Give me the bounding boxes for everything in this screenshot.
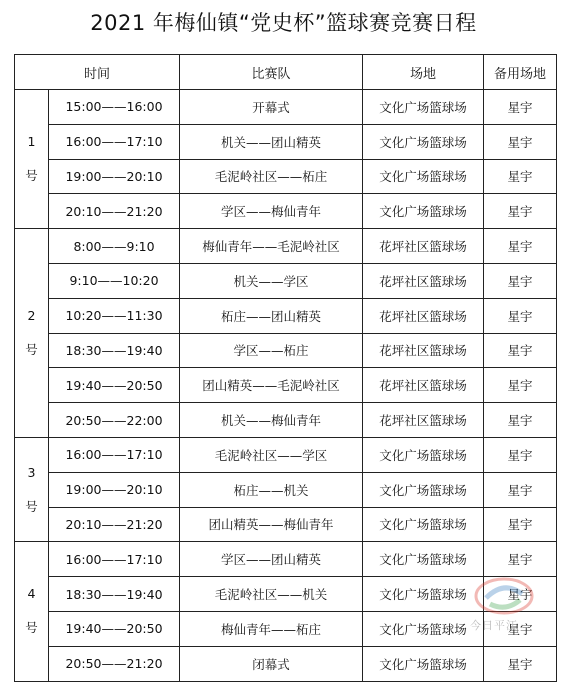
day-unit: 号 <box>25 498 38 514</box>
header-backup: 备用场地 <box>484 55 557 90</box>
time-cell: 20:10——21:20 <box>49 194 180 229</box>
table-row <box>15 159 557 194</box>
table-row <box>15 437 557 472</box>
venue-cell: 文化广场篮球场 <box>363 577 484 612</box>
venue-cell: 花坪社区篮球场 <box>363 229 484 264</box>
venue-cell: 花坪社区篮球场 <box>363 333 484 368</box>
time-cell: 18:30——19:40 <box>49 577 180 612</box>
table-row <box>15 229 557 264</box>
day-number: 2 <box>27 308 36 324</box>
day-cell <box>15 542 49 681</box>
teams-cell: 毛泥岭社区——机关 <box>180 577 363 612</box>
time-cell: 19:40——20:50 <box>49 368 180 403</box>
backup-venue-cell: 星宇 <box>484 577 557 612</box>
time-cell: 19:40——20:50 <box>49 611 180 646</box>
time-cell: 19:00——20:10 <box>49 159 180 194</box>
table-row <box>15 472 557 507</box>
page-title: 2021 年梅仙镇“党史杯”篮球赛竞赛日程 <box>90 11 477 35</box>
teams-cell: 机关——学区 <box>180 263 363 298</box>
backup-venue-cell: 星宇 <box>484 124 557 159</box>
time-cell: 10:20——11:30 <box>49 298 180 333</box>
venue-cell: 花坪社区篮球场 <box>363 368 484 403</box>
teams-cell: 毛泥岭社区——柘庄 <box>180 159 363 194</box>
backup-venue-cell: 星宇 <box>484 611 557 646</box>
venue-cell: 文化广场篮球场 <box>363 90 484 125</box>
backup-venue-cell: 星宇 <box>484 159 557 194</box>
teams-cell: 柘庄——机关 <box>180 472 363 507</box>
day-unit: 号 <box>25 168 38 184</box>
time-cell: 15:00——16:00 <box>49 90 180 125</box>
teams-cell: 学区——梅仙青年 <box>180 194 363 229</box>
table-row <box>15 542 557 577</box>
day-number: 1 <box>27 134 36 150</box>
teams-cell: 闭幕式 <box>180 646 363 681</box>
teams-cell: 机关——团山精英 <box>180 124 363 159</box>
table-row <box>15 90 557 125</box>
watermark-text: 今日平江 <box>470 619 518 632</box>
teams-cell: 学区——柘庄 <box>180 333 363 368</box>
venue-cell: 文化广场篮球场 <box>363 611 484 646</box>
table-row <box>15 298 557 333</box>
table-row <box>15 333 557 368</box>
day-cell <box>15 90 49 229</box>
time-cell: 16:00——17:10 <box>49 542 180 577</box>
time-cell: 8:00——9:10 <box>49 229 180 264</box>
table-row <box>15 368 557 403</box>
venue-cell: 文化广场篮球场 <box>363 124 484 159</box>
backup-venue-cell: 星宇 <box>484 263 557 298</box>
time-cell: 20:10——21:20 <box>49 507 180 542</box>
time-cell: 16:00——17:10 <box>49 437 180 472</box>
backup-venue-cell: 星宇 <box>484 437 557 472</box>
header-venue: 场地 <box>363 55 484 90</box>
day-unit: 号 <box>25 620 38 636</box>
time-cell: 20:50——21:20 <box>49 646 180 681</box>
table-row <box>15 263 557 298</box>
venue-cell: 文化广场篮球场 <box>363 472 484 507</box>
teams-cell: 团山精英——毛泥岭社区 <box>180 368 363 403</box>
teams-cell: 学区——团山精英 <box>180 542 363 577</box>
teams-cell: 机关——梅仙青年 <box>180 403 363 438</box>
time-cell: 16:00——17:10 <box>49 124 180 159</box>
venue-cell: 花坪社区篮球场 <box>363 298 484 333</box>
backup-venue-cell: 星宇 <box>484 298 557 333</box>
teams-cell: 梅仙青年——柘庄 <box>180 611 363 646</box>
teams-cell: 梅仙青年——毛泥岭社区 <box>180 229 363 264</box>
day-cell <box>15 229 49 438</box>
backup-venue-cell: 星宇 <box>484 90 557 125</box>
venue-cell: 文化广场篮球场 <box>363 159 484 194</box>
venue-cell: 文化广场篮球场 <box>363 646 484 681</box>
venue-cell: 文化广场篮球场 <box>363 437 484 472</box>
time-cell: 18:30——19:40 <box>49 333 180 368</box>
table-row <box>15 507 557 542</box>
backup-venue-cell: 星宇 <box>484 194 557 229</box>
day-unit: 号 <box>25 342 38 358</box>
backup-venue-cell: 星宇 <box>484 542 557 577</box>
table-row <box>15 194 557 229</box>
teams-cell: 开幕式 <box>180 90 363 125</box>
header-row <box>15 55 557 90</box>
table-row <box>15 646 557 681</box>
venue-cell: 花坪社区篮球场 <box>363 263 484 298</box>
teams-cell: 柘庄——团山精英 <box>180 298 363 333</box>
header-time: 时间 <box>15 55 180 90</box>
backup-venue-cell: 星宇 <box>484 507 557 542</box>
venue-cell: 文化广场篮球场 <box>363 542 484 577</box>
venue-cell: 文化广场篮球场 <box>363 507 484 542</box>
table-row <box>15 124 557 159</box>
time-cell: 19:00——20:10 <box>49 472 180 507</box>
teams-cell: 毛泥岭社区——学区 <box>180 437 363 472</box>
day-number: 4 <box>27 586 36 602</box>
backup-venue-cell: 星宇 <box>484 368 557 403</box>
backup-venue-cell: 星宇 <box>484 333 557 368</box>
teams-cell: 团山精英——梅仙青年 <box>180 507 363 542</box>
day-cell <box>15 437 49 541</box>
venue-cell: 花坪社区篮球场 <box>363 403 484 438</box>
venue-cell: 文化广场篮球场 <box>363 194 484 229</box>
day-number: 3 <box>27 464 36 480</box>
backup-venue-cell: 星宇 <box>484 403 557 438</box>
header-teams: 比赛队 <box>180 55 363 90</box>
backup-venue-cell: 星宇 <box>484 646 557 681</box>
time-cell: 9:10——10:20 <box>49 263 180 298</box>
backup-venue-cell: 星宇 <box>484 472 557 507</box>
table-row <box>15 403 557 438</box>
watermark-logo-icon <box>472 576 536 616</box>
backup-venue-cell: 星宇 <box>484 229 557 264</box>
time-cell: 20:50——22:00 <box>49 403 180 438</box>
